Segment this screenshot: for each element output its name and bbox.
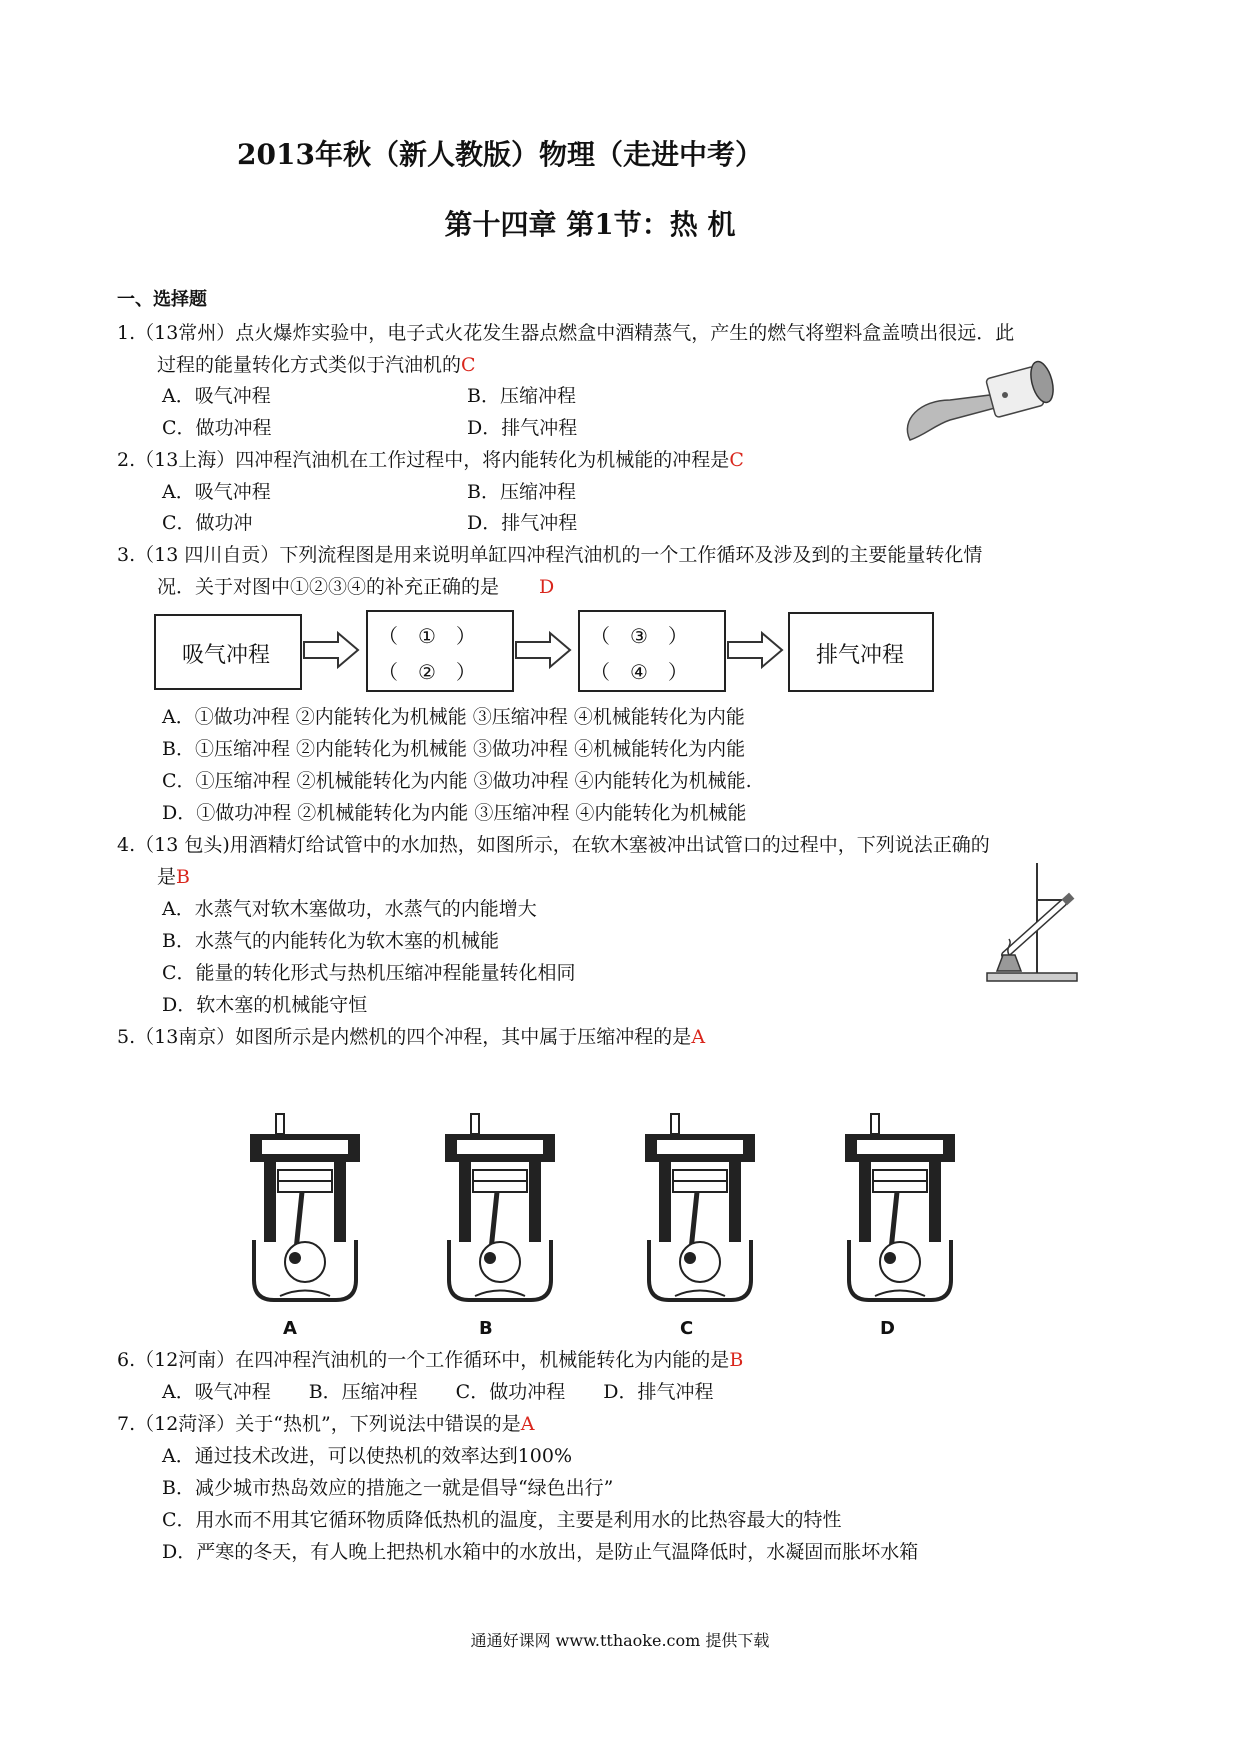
q2-stem: 2.（13上海）四冲程汽油机在工作过程中，将内能转化为机械能的冲程是C [117,449,744,471]
engine-label-a: A [283,1318,297,1339]
engine-label-d: D [880,1318,895,1339]
q6-options: A．吸气冲程 B．压缩冲程 C．做功冲程 D．排气冲程 [162,1381,714,1403]
q2-option-d: D．排气冲程 [467,512,578,534]
q7-option-d: D．严寒的冬天，有人晚上把热机水箱中的水放出，是防止气温降低时，水凝固而胀坏水箱 [162,1541,919,1563]
section-heading: 一、选择题 [117,289,207,310]
q4-stem-line1: 4.（13 包头)用酒精灯给试管中的水加热，如图所示，在软木塞被冲出试管口的过程中，下列说法正确的 [117,834,990,856]
q3-option-c: C．①压缩冲程 ②机械能转化为内能 ③做功冲程 ④内能转化为机械能. [162,770,752,792]
q3-stem-line1: 3.（13 四川自贡）下列流程图是用来说明单缸四冲程汽油机的一个工作循环及涉及到的主要能量转化情 [117,544,983,566]
flow-slot-4: （ ④ ） [590,660,688,684]
flow-arrow-1 [302,630,362,670]
flow-slot-3: （ ③ ） [590,624,688,648]
q1-answer: C [461,354,476,376]
q3-stem-line2: 况．关于对图中①②③④的补充正确的是 D [157,576,555,598]
q3-answer: D [539,576,555,598]
q1-stem-line2: 过程的能量转化方式类似于汽油机的C [157,354,476,376]
q1-option-a: A．吸气冲程 [162,385,271,407]
q4-option-c: C．能量的转化形式与热机压缩冲程能量转化相同 [162,962,576,984]
flow-arrow-3 [726,630,786,670]
q7-option-b: B．减少城市热岛效应的措施之一就是倡导“绿色出行” [162,1477,614,1499]
engine-label-c: C [680,1318,694,1339]
q6-answer: B [729,1349,744,1371]
test-tube-apparatus-figure [975,855,1085,990]
q2-option-a: A．吸气冲程 [162,481,271,503]
q4-answer: B [176,866,190,888]
flow-slot-1: （ ① ） [378,624,476,648]
flow-box-3-4 [578,610,726,692]
spark-igniter-figure [890,350,1070,450]
engine-strokes-figure [240,1110,1000,1330]
q7-answer: A [520,1413,535,1435]
q4-option-b: B．水蒸气的内能转化为软木塞的机械能 [162,930,499,952]
flow-arrow-2 [514,630,574,670]
flow-box-1-2 [366,610,514,692]
q4-option-a: A．水蒸气对软木塞做功，水蒸气的内能增大 [162,898,537,920]
q4-option-d: D．软木塞的机械能守恒 [162,994,368,1016]
q2-option-c: C．做功冲 [162,512,253,534]
q2-option-b: B．压缩冲程 [467,481,576,503]
flow-slot-2: （ ② ） [378,660,476,684]
q7-option-a: A．通过技术改进，可以使热机的效率达到100% [162,1445,573,1467]
flow-box-intake: 吸气冲程 [154,614,302,690]
q7-stem: 7.（12菏泽）关于“热机”，下列说法中错误的是A [117,1413,535,1435]
q1-option-b: B．压缩冲程 [467,385,576,407]
q1-option-c: C．做功冲程 [162,417,272,439]
q1-option-d: D．排气冲程 [467,417,578,439]
q5-stem: 5.（13南京）如图所示是内燃机的四个冲程，其中属于压缩冲程的是A [117,1026,706,1048]
q4-stem-line2: 是B [157,866,190,888]
q3-option-a: A．①做功冲程 ②内能转化为机械能 ③压缩冲程 ④机械能转化为内能 [162,706,745,728]
flow-box-exhaust: 排气冲程 [788,612,934,692]
page-title: 2013年秋（新人教版）物理（走进中考） [237,138,763,171]
page-footer: 通通好课网 www.tthaoke.com 提供下载 [470,1631,770,1650]
q3-option-b: B．①压缩冲程 ②内能转化为机械能 ③做功冲程 ④机械能转化为内能 [162,738,746,760]
q2-answer: C [729,449,744,471]
q6-stem: 6.（12河南）在四冲程汽油机的一个工作循环中，机械能转化为内能的是B [117,1349,744,1371]
page-subtitle: 第十四章 第1节：热 机 [444,208,736,241]
engine-label-b: B [479,1318,493,1339]
q7-option-c: C．用水而不用其它循环物质降低热机的温度，主要是利用水的比热容最大的特性 [162,1509,842,1531]
q5-answer: A [691,1026,706,1048]
q1-stem-line1: 1.（13常州）点火爆炸实验中，电子式火花发生器点燃盒中酒精蒸气，产生的燃气将塑料盒盖喷出很远．此 [117,322,1015,344]
q3-option-d: D．①做功冲程 ②机械能转化为内能 ③压缩冲程 ④内能转化为机械能 [162,802,747,824]
